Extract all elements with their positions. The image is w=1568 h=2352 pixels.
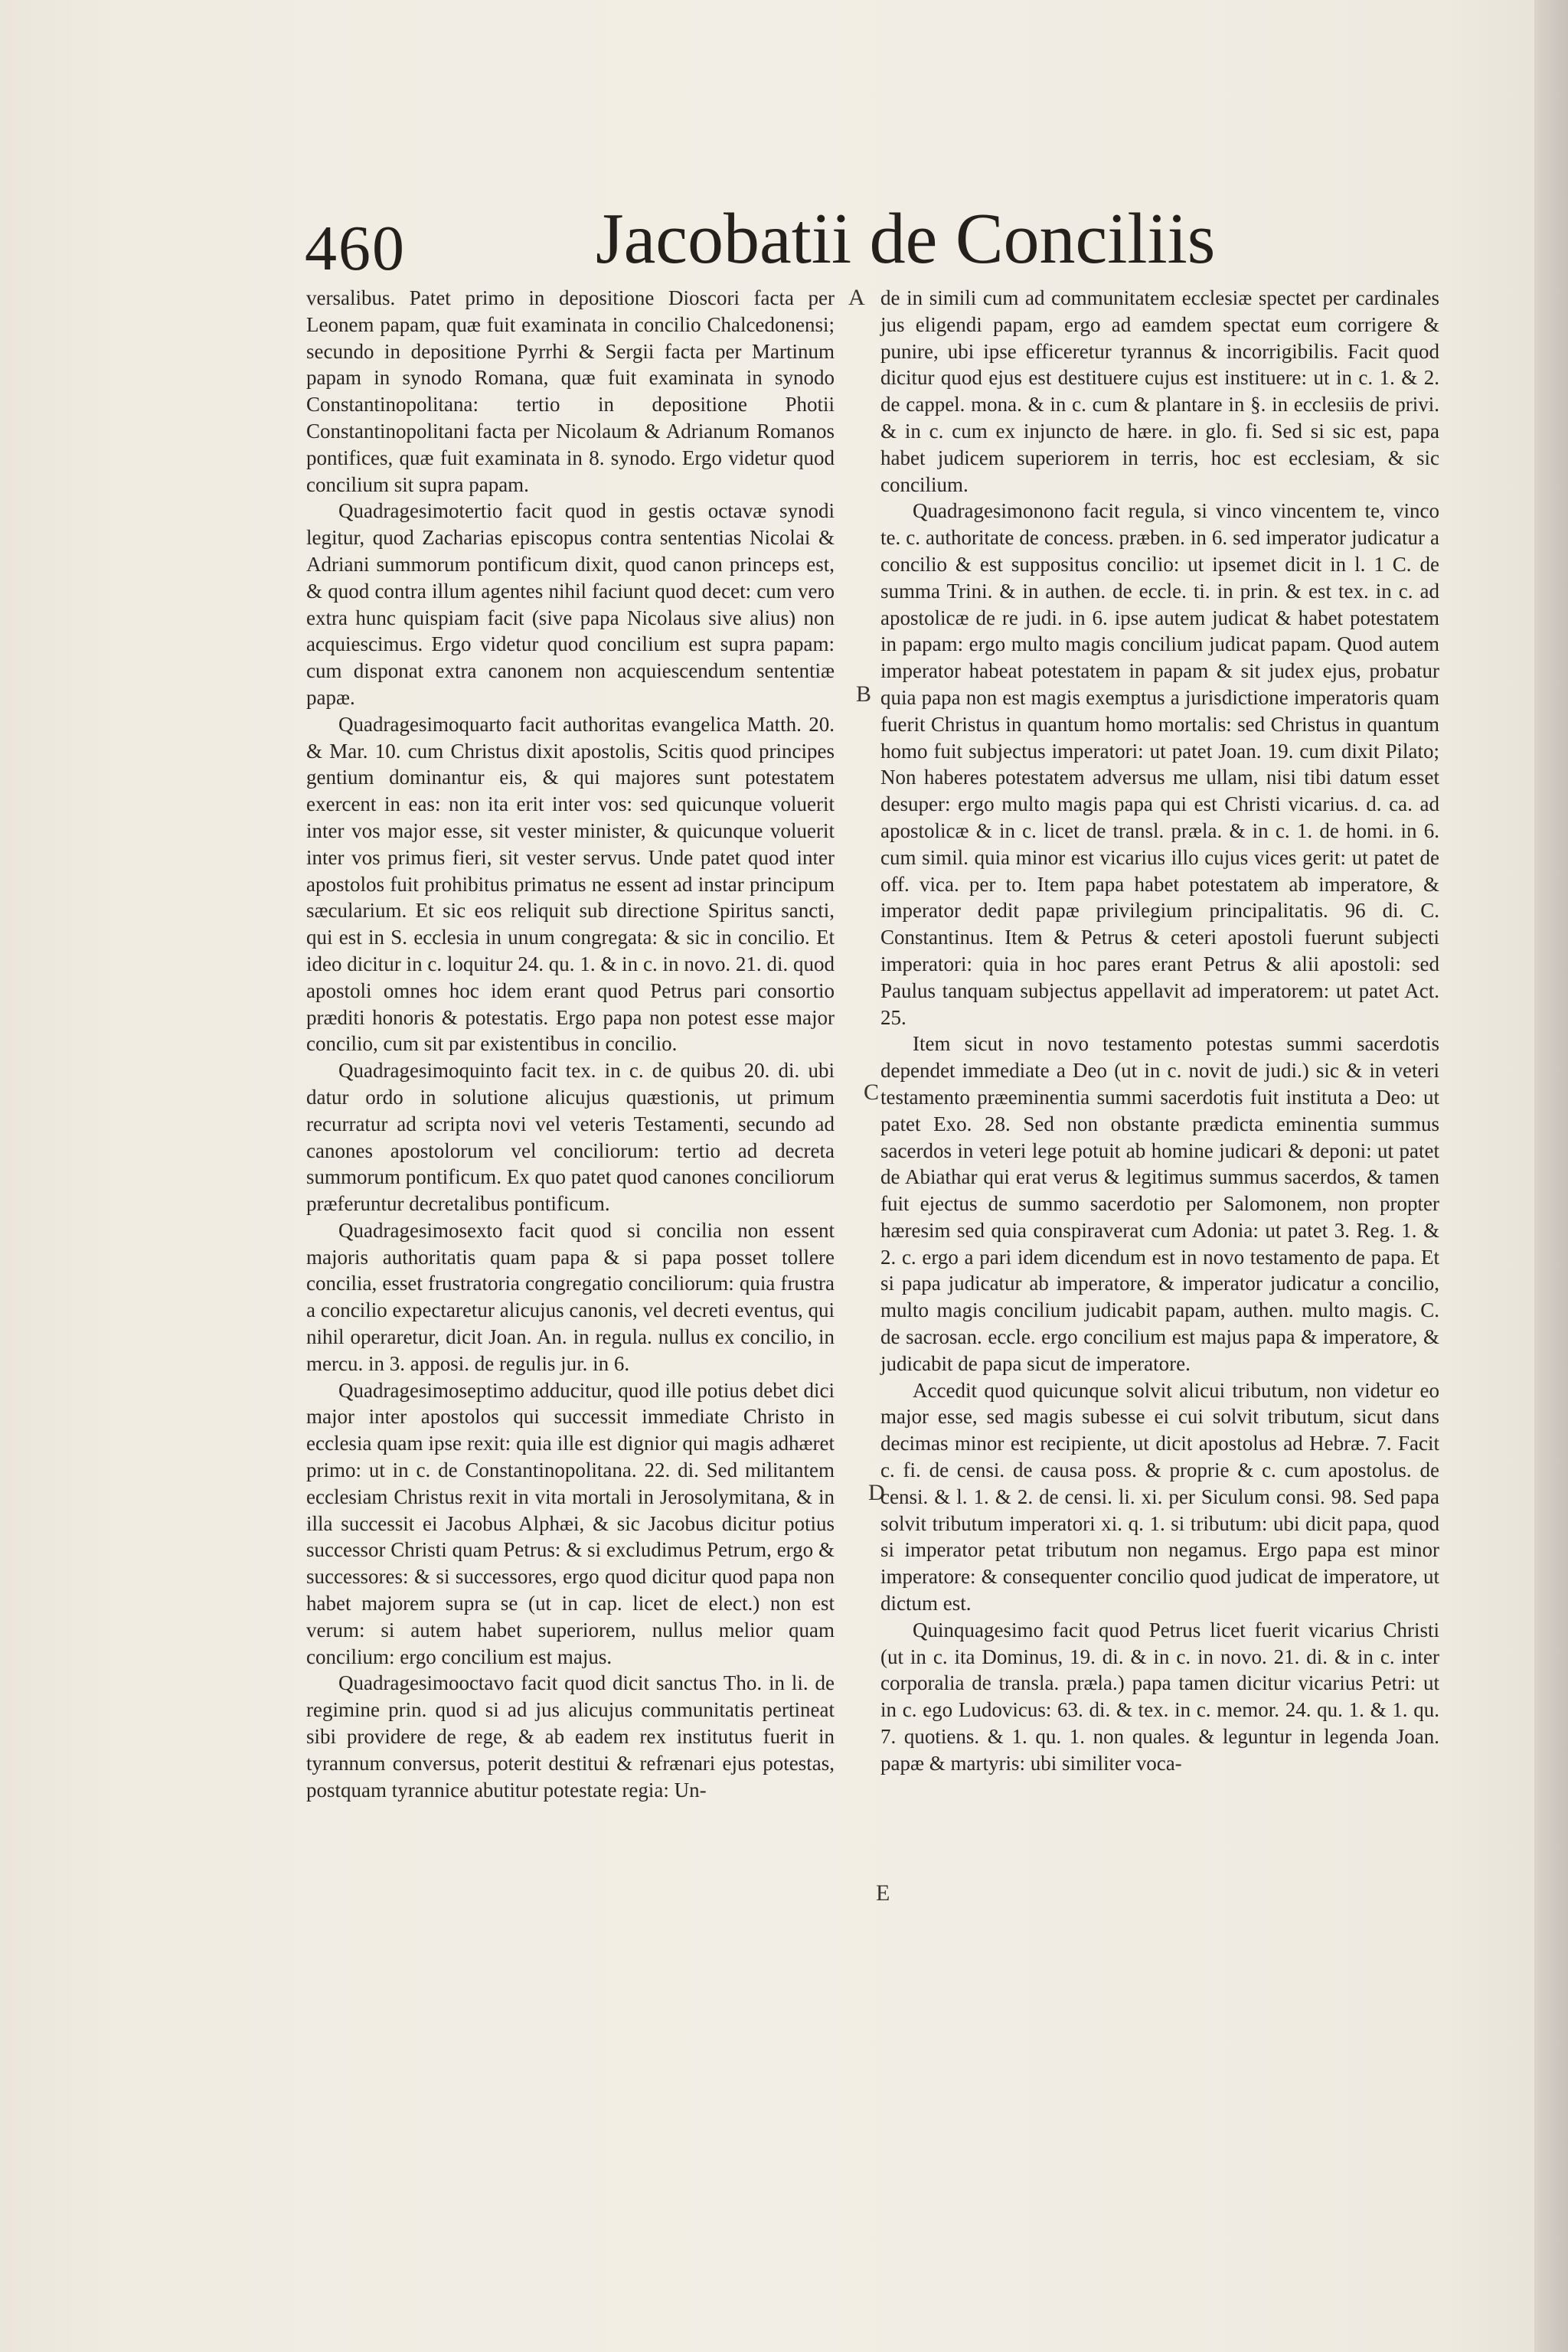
paragraph: Quadragesimosexto facit quod si concilia non essent majoris authoritatis quam papa & si papa posset tollere concilia, esset frustratoria congregatio conciliorum: quia frustra a concilio expectaretur alicujus canonis, vel decreti eventus, qui nihil operaretur, dicit Joan. An. in regula. nullus ex concilio, in mercu. in 3. apposi. de regulis jur. in 6. (306, 1218, 835, 1375)
margin-marker-a: A (848, 285, 865, 310)
left-column (306, 285, 835, 1803)
margin-marker-b: B (856, 681, 872, 707)
paragraph: Quadragesimoquarto facit authoritas evangelica Matth. 20. & Mar. 10. cum Christus dixit apostolis, Scitis quod principes gentium dominantur eis, & qui majores sunt potestatem exercent in eas: non ita erit inter vos: sed quicunque voluerit inter vos major esse, sit vester minister, & quicunque voluerit inter vos primus fieri, sit vester servus. Unde patet quod inter apostolos fuit prohibitus primatus ne essent ad instar principum sæcularium. Et sic eos reliquit sub directione Spiritus sancti, qui est in S. ecclesia in unum congregata: & sic in concilio. Et ideo dicitur in c. loquitur 24. qu. 1. & in c. in novo. 21. di. quod apostoli omnes hoc idem erant quod Petrus pari consortio præditi honoris & potestatis. Ergo papa non potest esse major concilio, cum sit par existentibus in concilio. (306, 712, 835, 1056)
paragraph: Quadragesimooctavo facit quod dicit sanctus Tho. in li. de regimine prin. quod si ad jus alicujus communitatis pertineat sibi providere de rege, & ab eadem rex institutus fuerit in tyrannum conversus, poterit destitui & refrænari ejus potestas, postquam tyrannice abutitur potestate regia: Un- (306, 1671, 835, 1802)
running-title: Jacobatii de Conciliis (596, 199, 1216, 279)
right-column (880, 285, 1439, 1777)
page-number: 460 (305, 213, 406, 284)
page-edge (1534, 0, 1568, 2352)
page-header (305, 198, 1223, 297)
paragraph: Quadragesimoseptimo adducitur, quod ille potius debet dici major inter apostolos qui successit immediate Christo in ecclesia quam ipse rexit: quia ille est dignior qui magis adhæret primo: ut in c. de Constantinopolitana. 22. di. Sed militantem ecclesiam Christus rexit in vita mortali in Jerosolymitana, & in illa successit ei Jacobus Alphæi, & sic Jacobus dicitur potius successor Christi quam Petrus: & si excludimus Petrum, ergo & successores: & si successores, ergo quod dicitur quod papa non habet majorem supra se (ut in cap. licet de elect.) non est verum: si autem habet superiorem, nullus melior quam concilium: ergo concilium est majus. (306, 1378, 835, 1668)
paragraph: Quadragesimonono facit regula, si vinco vincentem te, vinco te. c. authoritate de concess. præben. in 6. sed imperator judicatur a concilio & est suppositus concilio: ut ipsemet dicit in l. 1 C. de summa Trini. & in authen. de eccle. ti. in prin. & est tex. in c. ad apostolicæ de re judi. in 6. ipse autem judicat & habet potestatem in papam: ergo multo magis concilium judicat papam. Quod autem imperator habeat potestatem in papam & sit judex ejus, probatur quia papa non est magis exemptus a jurisdictione imperatoris quam fuerit Christus in quantum homo mortalis: sed Christus in quantum homo fuit subjectus imperatori: ut patet Joan. 19. cum dixit Pilato; Non haberes potestatem adversus me ullam, nisi tibi datum esset desuper: ergo multo magis papa qui est Christi vicarius. d. ca. ad apostolicæ & in c. licet de transl. præla. & in c. 1. de homi. in 6. cum simil. quia minor est vicarius illo cujus vices gerit: ut patet de off. vica. per to. Item papa habet potestatem ab imperatore, & imperator dedit papæ privilegium principalitatis. 96 di. C. Constantinus. Item & Petrus & ceteri apostoli fuerunt subjecti imperatori: quia in hoc pares erant Petrus & alii apostoli: sed Paulus tanquam subjectus appellavit ad imperatorem: ut patet Act. 25. (880, 499, 1439, 1029)
paragraph: Quadragesimotertio facit quod in gestis octavæ synodi legitur, quod Zacharias episcopus contra sententias Nicolai & Adriani summorum pontificum dixit, quod canon princeps est, & quod contra illum agentes nihil faciunt quod decet: cum vero extra hunc quispiam facit (sive papa Nicolaus sive alius) non acquiescimus. Ergo videtur quod concilium est supra papam: cum disponat extra canonem non acquiescendum sententiæ papæ. (306, 499, 835, 709)
paragraph: Quadragesimoquinto facit tex. in c. de quibus 20. di. ubi datur ordo in solutione alicujus quæstionis, ut primum recurratur ad scripta novi vel veteris Testamenti, secundo ad canones apostolorum vel conciliorum: tertio ad decreta summorum pontificum. Ex quo patet quod canones conciliorum præferuntur decretalibus pontificum. (306, 1059, 835, 1216)
paragraph: Item sicut in novo testamento potestas summi sacerdotis dependet immediate a Deo (ut in c. novit de judi.) sic & in veteri testamento præeminentia summi sacerdotis fuit instituta a Deo: ut patet Exo. 28. Sed non obstante prædicta eminentia summus sacerdos in veteri lege potuit ab homine judicari & deponi: ut patet de Abiathar qui erat verus & legitimus summus sacerdos, & tamen fuit ejectus de summo sacerdotio per Salomonem, non propter hæresim sed quia conspiraverat cum Adonia: ut patet 3. Reg. 1. & 2. c. ergo a pari idem dicendum est in novo testamento de papa. Et si papa judicatur ab imperatore, & imperator judicatur a concilio, multo magis concilium judicabit papam, authen. multo magis. C. de sacrosan. eccle. ergo concilium est majus papa & imperatore, & judicabit de papa sicut de imperatore. (880, 1032, 1439, 1375)
paragraph: Quinquagesimo facit quod Petrus licet fuerit vicarius Christi (ut in c. ita Dominus, 19. di. & in c. in novo. 21. di. & in c. inter corporalia de transla. præla.) papa tamen dicitur vicarius Petri: ut in c. ego Ludovicus: 63. di. & tex. in c. memor. 24. qu. 1. & 1. qu. 7. quotiens. & 1. qu. 1. non quales. & leguntur in legenda Joan. papæ & martyris: ubi similiter voca- (880, 1618, 1439, 1775)
margin-marker-d: D (868, 1480, 885, 1505)
paragraph: versalibus. Patet primo in depositione Dioscori facta per Leonem papam, quæ fuit examinata in concilio Chalcedonensi; secundo in depositione Pyrrhi & Sergii facta per Martinum papam in synodo Romana, quæ fuit examinata in synodo Constantinopolitana: tertio in depositione Photii Constantinopolitani facta per Nicolaum & Adrianum Romanos pontifices, quæ fuit examinata in 8. synodo. Ergo videtur quod concilium sit supra papam. (306, 286, 835, 496)
margin-marker-e: E (876, 1880, 890, 1906)
margin-marker-c: C (864, 1080, 880, 1105)
paragraph: Accedit quod quicunque solvit alicui tributum, non videtur eo major esse, sed magis subesse ei cui solvit tributum, sicut dans decimas minor est recipiente, ut dicit apostolus ad Hebræ. 7. Facit c. fi. de censi. de causa poss. & proprie & c. cum apostolus. de censi. & l. 1. & 2. de censi. li. xi. per Siculum consi. 98. Sed papa solvit tributum imperatori xi. q. 1. si tributum: ubi dicit papa, quod si imperator petat tributum non negamus. Ergo papa est minor imperatore: & consequenter concilio quod judicat de imperatore, ut dictum est. (880, 1378, 1439, 1615)
paragraph: de in simili cum ad communitatem ecclesiæ spectet per cardinales jus eligendi papam, ergo ad eamdem spectat eum corrigere & punire, ubi ipse efficeretur tyrannus & incorrigibilis. Facit quod dicitur quod ejus est destituere cujus est instituere: ut in c. 1. & 2. de cappel. mona. & in c. cum & plantare in §. in ecclesiis de privi. & in c. cum ex injuncto de hære. in glo. fi. Sed si sic est, papa habet judicem superiorem in terris, hoc est ecclesiam, & sic concilium. (880, 286, 1439, 496)
